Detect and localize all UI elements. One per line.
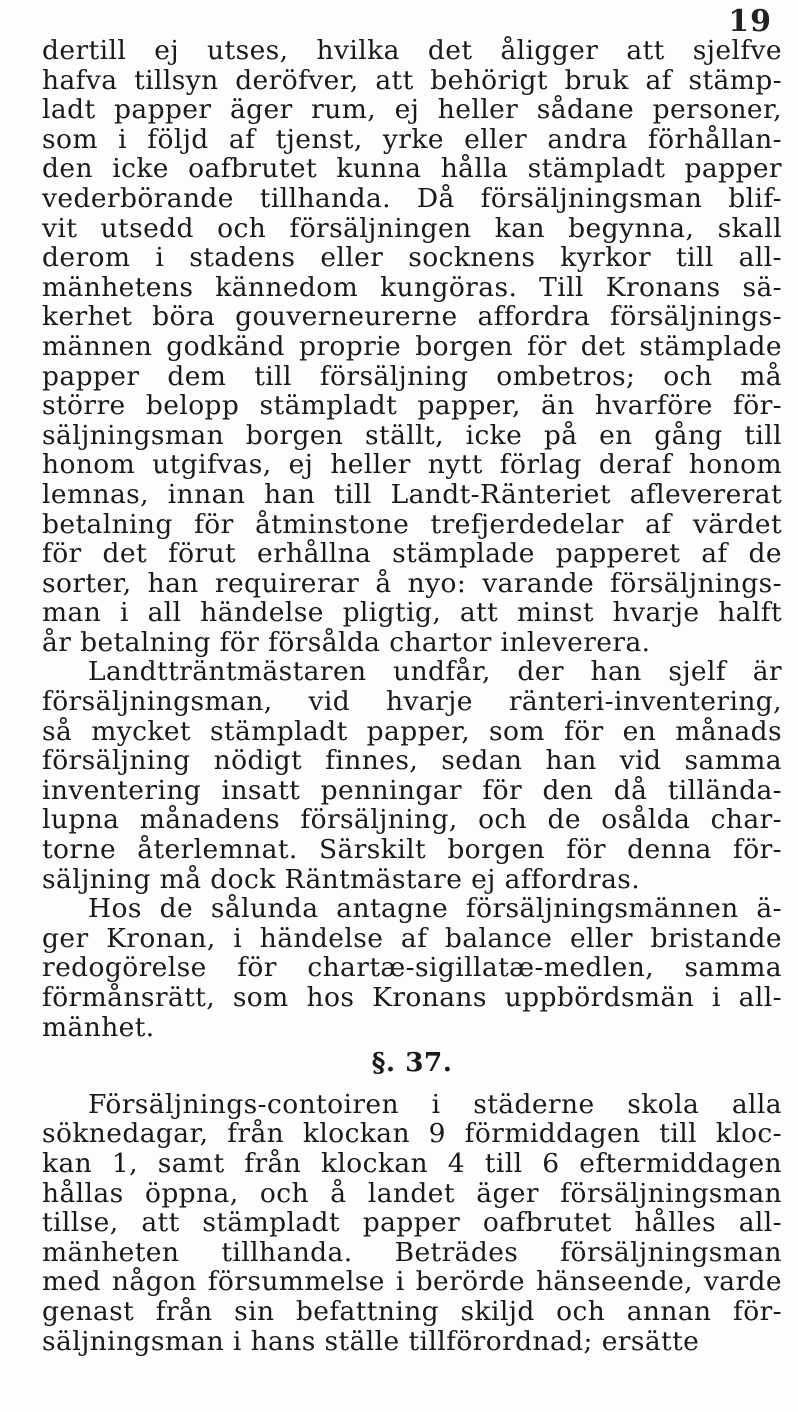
- text-line: man i all händelse pligtig, att minst hvarje halft: [42, 597, 782, 629]
- text-line: vit utsedd och försäljningen kan begynna, skall: [42, 212, 782, 244]
- text-line: ladt papper äger rum, ej heller sådane personer,: [42, 94, 782, 126]
- text-line: säljningsman borgen ställt, icke på en gång till: [42, 419, 782, 451]
- text-line: som i följd af tjenst, yrke eller andra förhållan-: [42, 123, 782, 155]
- text-line: kan 1, samt från klockan 4 till 6 eftermiddagen: [42, 1147, 782, 1179]
- text-line: genast från sin befattning skiljd och annan för-: [42, 1295, 782, 1327]
- page-number: 19: [728, 4, 772, 39]
- text-line: större belopp stämpladt papper, än hvarföre för-: [42, 390, 782, 422]
- text-line: sorter, han requirerar å nyo: varande försäljnings-: [42, 567, 782, 599]
- text-line: honom utgifvas, ej heller nytt förlag deraf honom: [42, 449, 782, 481]
- section-heading: §. 37.: [371, 1047, 453, 1079]
- text-line: så mycket stämpladt papper, som för en månads: [42, 715, 782, 747]
- text-line: männen godkänd proprie borgen för det stämplade: [42, 330, 782, 362]
- text-line: papper dem till försäljning ombetros; och må: [42, 360, 782, 392]
- text-line: förmånsrätt, som hos Kronans uppbördsmän i all-: [42, 982, 782, 1013]
- text-line: tillse, att stämpladt papper oafbrutet hålles all-: [42, 1207, 782, 1239]
- text-line: försäljningsman, vid hvarje ränteri-inventering,: [42, 686, 782, 718]
- paragraph-1: [42, 36, 782, 657]
- text-line: hafva tillsyn deröfver, att behörigt bruk af stämp-: [42, 64, 782, 96]
- text-line: den icke oafbrutet kunna hålla stämpladt papper: [42, 153, 782, 185]
- text-line: betalning för åtminstone trefjerdedelar af värdet: [42, 508, 782, 540]
- text-line: försäljning nödigt finnes, sedan han vid samma: [42, 745, 782, 777]
- paragraph-2: [42, 657, 782, 894]
- text-line: säljningsman i hans ställe tillförordnad; ersätte: [42, 1325, 700, 1357]
- text-line: för det förut erhållna stämplade papperet af de: [42, 538, 782, 570]
- text-line: torne återlemnat. Särskilt borgen för denna för-: [42, 834, 782, 866]
- paragraph-4: [42, 1090, 782, 1356]
- text-line: kerhet böra gouverneurerne affordra försäljnings-: [42, 301, 782, 333]
- text-line: dertill ej utses, hvilka det åligger att sjelfve: [42, 35, 782, 66]
- text-line: år betalning för försålda chartor inleverera.: [42, 626, 651, 658]
- document-body: [42, 36, 782, 1356]
- text-line: Hos de sålunda antagne försäljningsmännen ä-: [88, 893, 782, 925]
- text-line: mänheten tillhanda. Beträdes försäljningsman: [42, 1236, 782, 1268]
- text-line: ger Kronan, i händelse af balance eller bristande: [42, 922, 782, 954]
- text-line: Försäljnings-contoiren i städerne skola alla: [88, 1088, 782, 1120]
- text-line: redogörelse för chartæ-sigillatæ-medlen, samma: [42, 952, 782, 984]
- text-line: Landtträntmästaren undfår, der han sjelf är: [88, 656, 782, 688]
- text-line: lemnas, innan han till Landt-Ränteriet aflevererat: [42, 478, 782, 510]
- text-line: inventering insatt penningar för den då tillända-: [42, 774, 782, 806]
- text-line: hållas öppna, och å landet äger försäljningsman: [42, 1177, 782, 1209]
- text-line: söknedagar, från klockan 9 förmiddagen till kloc-: [42, 1118, 782, 1150]
- text-line: vederbörande tillhanda. Då försäljningsman blif-: [42, 182, 782, 214]
- text-line: lupna månadens försäljning, och de osålda char-: [42, 804, 782, 836]
- text-line: mänhet.: [42, 1011, 155, 1043]
- text-line: mänhetens kännedom kungöras. Till Kronans sä-: [42, 271, 782, 303]
- paragraph-3: [42, 894, 782, 1042]
- text-line: säljning må dock Räntmästare ej affordras.: [42, 863, 641, 895]
- text-line: derom i stadens eller socknens kyrkor till all-: [42, 242, 782, 274]
- text-line: med någon försummelse i berörde hänseende, varde: [42, 1266, 782, 1298]
